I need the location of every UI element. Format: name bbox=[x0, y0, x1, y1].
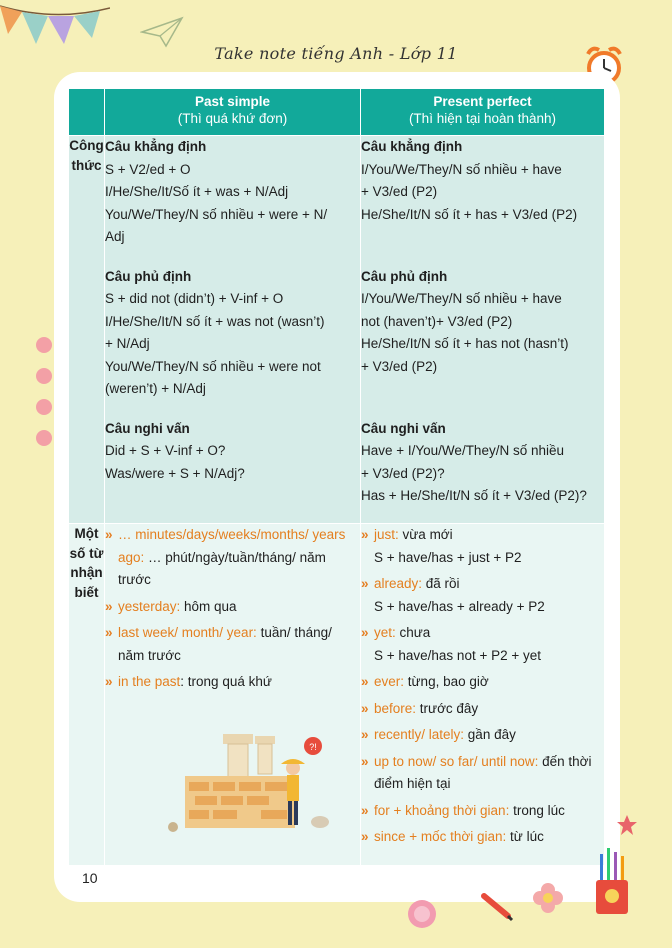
list-item bbox=[361, 671, 604, 694]
sun-flower-icon bbox=[404, 896, 440, 932]
formula-line: I/He/She/It/Số ít + was + N/Adj bbox=[105, 184, 289, 199]
formula-line: S + did not (didn’t) + V-inf + O bbox=[105, 291, 284, 306]
tense-comparison-table bbox=[68, 88, 605, 866]
table-header-row bbox=[69, 89, 605, 136]
bullet-arrow-icon: » bbox=[105, 625, 113, 640]
signal-keyword: … minutes/days/weeks/months/ years ago: bbox=[118, 527, 346, 565]
list-item bbox=[361, 622, 604, 667]
signal-meaning: gần đây bbox=[464, 727, 516, 742]
formula-line: You/We/They/N số nhiều + were not bbox=[105, 358, 321, 374]
signal-formula: S + have/has not + P2 + yet bbox=[374, 647, 541, 663]
question-heading: Câu nghi vấn bbox=[105, 420, 190, 436]
formula-line: I/You/We/They/N số nhiều + have bbox=[361, 161, 562, 177]
list-item bbox=[105, 671, 360, 694]
signal-list bbox=[361, 524, 604, 849]
signal-meaning: tuần/ tháng/ năm trước bbox=[118, 625, 332, 663]
signal-row-label bbox=[69, 524, 105, 866]
bullet-arrow-icon: » bbox=[361, 625, 369, 640]
bullet-arrow-icon: » bbox=[361, 802, 369, 818]
pencil-cup-icon bbox=[592, 846, 632, 916]
archaeologist-illustration bbox=[165, 724, 345, 836]
signal-meaning: đã rồi bbox=[422, 576, 460, 591]
formula-line: + N/Adj bbox=[105, 336, 150, 351]
formula-row-label bbox=[69, 136, 105, 524]
header-present-perfect bbox=[361, 89, 605, 136]
formula-line: Have + I/You/We/They/N số nhiều bbox=[361, 443, 564, 458]
list-item bbox=[361, 751, 604, 796]
signal-meaning: : trong quá khứ bbox=[180, 674, 272, 689]
formula-line: Has + He/She/It/N số ít + V3/ed (P2)? bbox=[361, 488, 587, 503]
signal-meaning: từ lúc bbox=[506, 829, 544, 844]
signal-keyword: since + mốc thời gian: bbox=[374, 829, 507, 844]
signal-words-row bbox=[69, 524, 605, 866]
list-item bbox=[361, 524, 604, 569]
header-corner-cell bbox=[69, 89, 105, 136]
star-icon bbox=[616, 814, 638, 836]
page-number: 10 bbox=[82, 870, 98, 886]
formula-line: not (haven’t)+ V3/ed (P2) bbox=[361, 313, 513, 329]
formula-line: + V3/ed (P2)? bbox=[361, 465, 445, 481]
formula-line: He/She/It/N số ít + has not (hasn’t) bbox=[361, 336, 569, 351]
signal-keyword: for + khoảng thời gian: bbox=[374, 802, 510, 818]
label-line: Một bbox=[74, 526, 99, 541]
header-past-simple bbox=[105, 89, 361, 136]
formula-line: I/You/We/They/N số nhiều + have bbox=[361, 291, 562, 306]
list-item bbox=[361, 573, 604, 618]
present-perfect-formulas bbox=[361, 136, 605, 524]
list-item bbox=[361, 826, 604, 849]
list-item bbox=[361, 724, 604, 747]
bullet-arrow-icon: » bbox=[105, 527, 113, 542]
list-item bbox=[105, 524, 360, 592]
list-item bbox=[361, 698, 604, 721]
signal-keyword: last week/ month/ year: bbox=[118, 625, 257, 640]
negative-heading: Câu phủ định bbox=[361, 268, 448, 284]
formula-line: Adj bbox=[105, 229, 125, 244]
signal-keyword: just: bbox=[374, 527, 399, 542]
label-line: biết bbox=[74, 584, 99, 600]
signal-meaning: hôm qua bbox=[180, 598, 237, 614]
affirmative-heading: Câu khẳng định bbox=[105, 139, 207, 154]
signal-keyword: yet: bbox=[374, 625, 396, 640]
formula-line: (weren’t) + N/Adj bbox=[105, 381, 206, 396]
signal-meaning: trước đây bbox=[416, 700, 479, 716]
bullet-arrow-icon: » bbox=[105, 674, 113, 689]
bubble-text: ?! bbox=[309, 742, 317, 752]
signal-keyword: already: bbox=[374, 576, 423, 591]
column-title: Past simple bbox=[194, 94, 271, 109]
formula-line: You/We/They/N số nhiều + were + N/ bbox=[105, 206, 328, 222]
bullet-arrow-icon: » bbox=[361, 829, 369, 844]
bullet-arrow-icon: » bbox=[105, 598, 113, 614]
signal-meaning: trong lúc bbox=[509, 802, 565, 818]
flower-decorations bbox=[34, 336, 54, 446]
formula-row bbox=[69, 136, 605, 524]
signal-keyword: ever: bbox=[374, 674, 405, 689]
negative-heading: Câu phủ định bbox=[105, 268, 192, 284]
signal-keyword: before: bbox=[374, 700, 417, 716]
list-item bbox=[105, 622, 360, 667]
question-heading: Câu nghi vấn bbox=[361, 420, 446, 436]
signal-keyword: in the past bbox=[118, 674, 181, 689]
present-perfect-signals bbox=[361, 524, 605, 866]
signal-keyword: up to now/ so far/ until now: bbox=[374, 753, 539, 769]
bullet-arrow-icon: » bbox=[361, 527, 369, 542]
signal-meaning: vừa mới bbox=[398, 527, 453, 542]
list-item bbox=[105, 596, 360, 619]
column-subtitle: (Thì quá khứ đơn) bbox=[177, 111, 288, 126]
bullet-arrow-icon: » bbox=[361, 700, 369, 716]
bunting-flags-decoration bbox=[0, 0, 110, 50]
label-line: số từ bbox=[69, 545, 104, 561]
column-title: Present perfect bbox=[433, 94, 532, 109]
past-simple-signals bbox=[105, 524, 361, 866]
pencil-icon bbox=[480, 892, 514, 922]
formula-line: Was/were + S + N/Adj? bbox=[105, 465, 245, 481]
affirmative-heading: Câu khẳng định bbox=[361, 139, 463, 154]
list-item bbox=[361, 800, 604, 823]
page-header-title: Take note tiếng Anh - Lớp 11 bbox=[214, 44, 458, 63]
signal-meaning: đến thời điểm hiện tại bbox=[374, 753, 592, 791]
bullet-arrow-icon: » bbox=[361, 576, 369, 591]
signal-formula: S + have/has + just + P2 bbox=[374, 549, 522, 565]
flower-icon bbox=[530, 880, 566, 916]
signal-meaning: từng, bao giờ bbox=[404, 674, 489, 689]
signal-keyword: yesterday: bbox=[118, 598, 181, 614]
past-simple-formulas bbox=[105, 136, 361, 524]
label-line: thức bbox=[71, 157, 102, 173]
bullet-arrow-icon: » bbox=[361, 727, 369, 742]
signal-keyword: recently/ lately: bbox=[374, 727, 465, 742]
signal-meaning: … phút/ngày/tuần/tháng/ năm trước bbox=[118, 549, 326, 587]
signal-formula: S + have/has + already + P2 bbox=[374, 598, 545, 614]
formula-line: He/She/It/N số ít + has + V3/ed (P2) bbox=[361, 206, 578, 222]
formula-line: I/He/She/It/N số ít + was not (wasn’t) bbox=[105, 313, 325, 329]
signal-meaning: chưa bbox=[395, 625, 431, 640]
column-subtitle: (Thì hiện tại hoàn thành) bbox=[408, 111, 557, 126]
label-line: nhận bbox=[70, 565, 103, 581]
formula-line: + V3/ed (P2) bbox=[361, 358, 438, 374]
bullet-arrow-icon: » bbox=[361, 674, 369, 689]
bullet-arrow-icon: » bbox=[361, 753, 369, 769]
formula-line: S + V2/ed + O bbox=[105, 161, 191, 177]
signal-list bbox=[105, 524, 360, 694]
label-line: Công bbox=[69, 138, 104, 153]
formula-line: + V3/ed (P2) bbox=[361, 184, 438, 199]
formula-line: Did + S + V-inf + O? bbox=[105, 443, 226, 458]
